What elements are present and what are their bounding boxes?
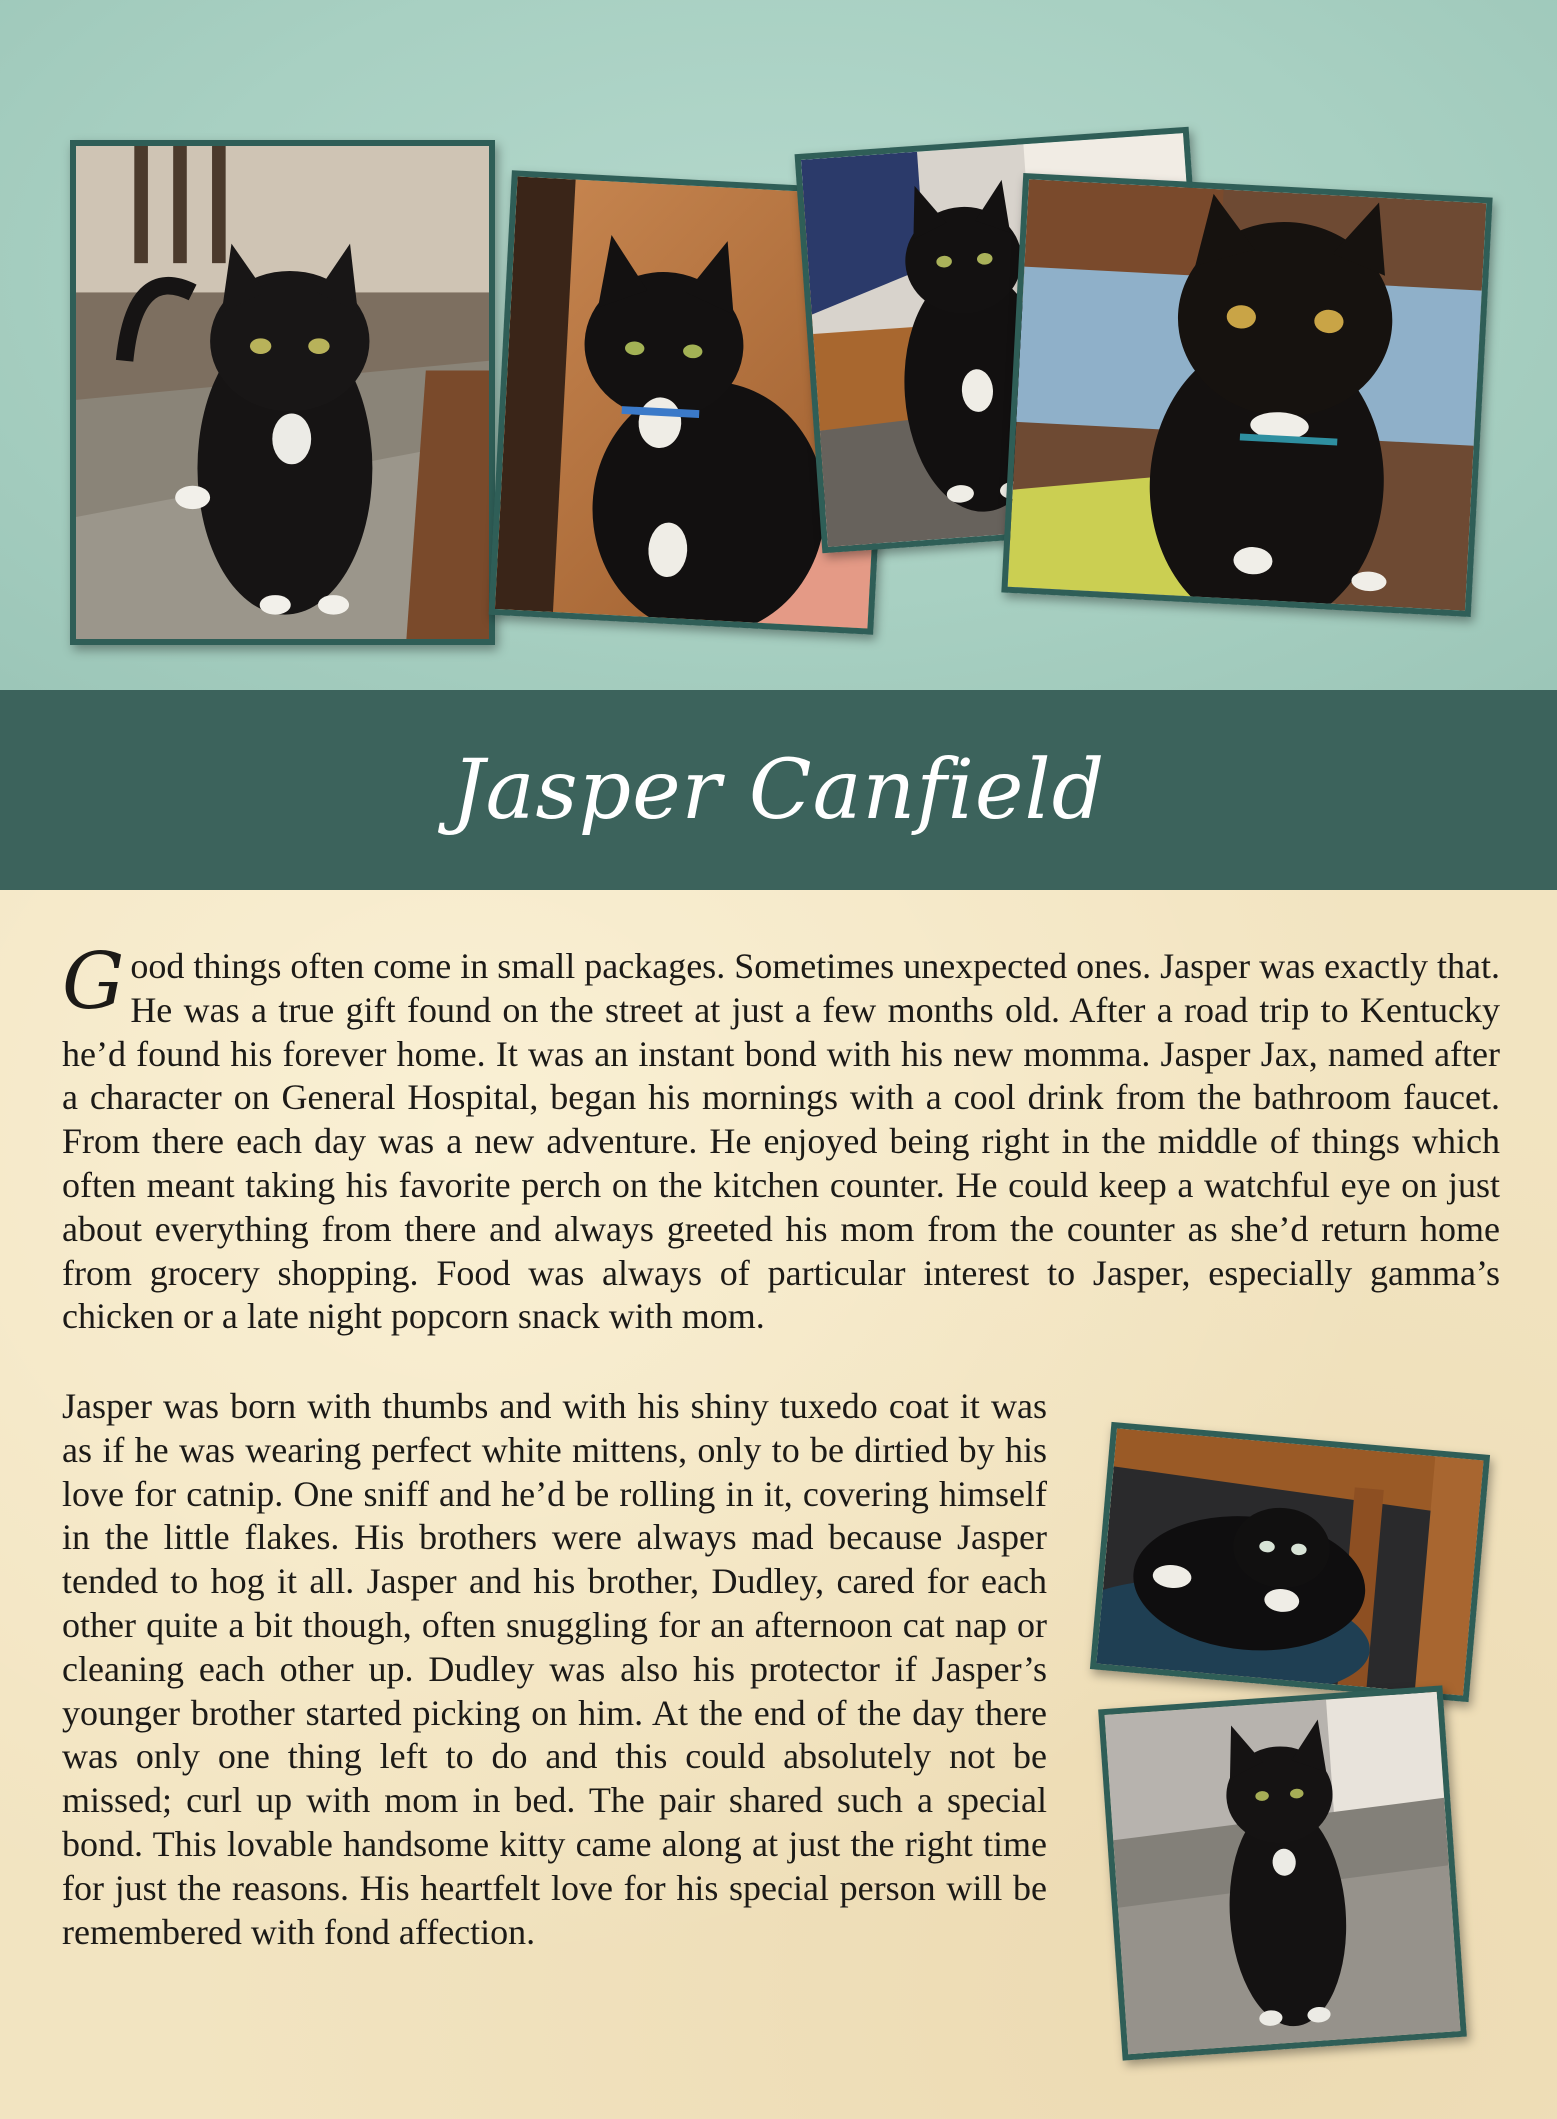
- photo-cat-standing-counter: [1098, 1685, 1467, 2060]
- photo-cat-under-table: [1090, 1422, 1490, 1702]
- title-band: [0, 690, 1557, 890]
- photo-cat-closeup: [1001, 173, 1492, 617]
- story-upper-text: ood things often come in small packages. Sometimes unexpected ones. Jasper was exactly that. He was a true gift found on the street at just a few months old. After a road trip to Kentucky he’d found his forever home. It was an instant bond with his new momma. Jasper Jax, named after a character on General Hospital, began his mornings with a cool drink from the bathroom faucet. From there each day was a new adventure. He enjoyed being right in the middle of things which often meant taking his favorite perch on the kitchen counter. He could keep a watchful eye on just about everything from there and always greeted his mom from the counter as she’d return home from grocery shopping. Food was always of particular interest to Jasper, especially gamma’s chicken or a late night popcorn snack with mom.: [62, 946, 1500, 1337]
- story-lower-text: Jasper was born with thumbs and with his shiny tuxedo coat it was as if he was wearing perfect white mittens, only to be dirtied by his love for catnip. One sniff and he’d be rolling in it, covering himself in the little flakes. His brothers were always mad because Jasper tended to hog it all. Jasper and his brother, Dudley, cared for each other quite a bit though, often snuggling for an afternoon cat nap or cleaning each other up. Dudley was also his protector if Jasper’s younger brother started picking on him. At the end of the day there was only one thing left to do and this could absolutely not be missed; curl up with mom in bed. The pair shared such a special bond. This lovable handsome kitty came along at just the right time for just the reasons. His heartfelt love for his special person will be remembered with fond affection.: [62, 1386, 1047, 1952]
- page-title: Jasper Canfield: [451, 742, 1106, 838]
- story-lower: [62, 1385, 1047, 1954]
- story-upper: [62, 937, 1500, 1339]
- drop-cap: G: [62, 937, 125, 1027]
- photo-cat-on-counter: [70, 140, 495, 645]
